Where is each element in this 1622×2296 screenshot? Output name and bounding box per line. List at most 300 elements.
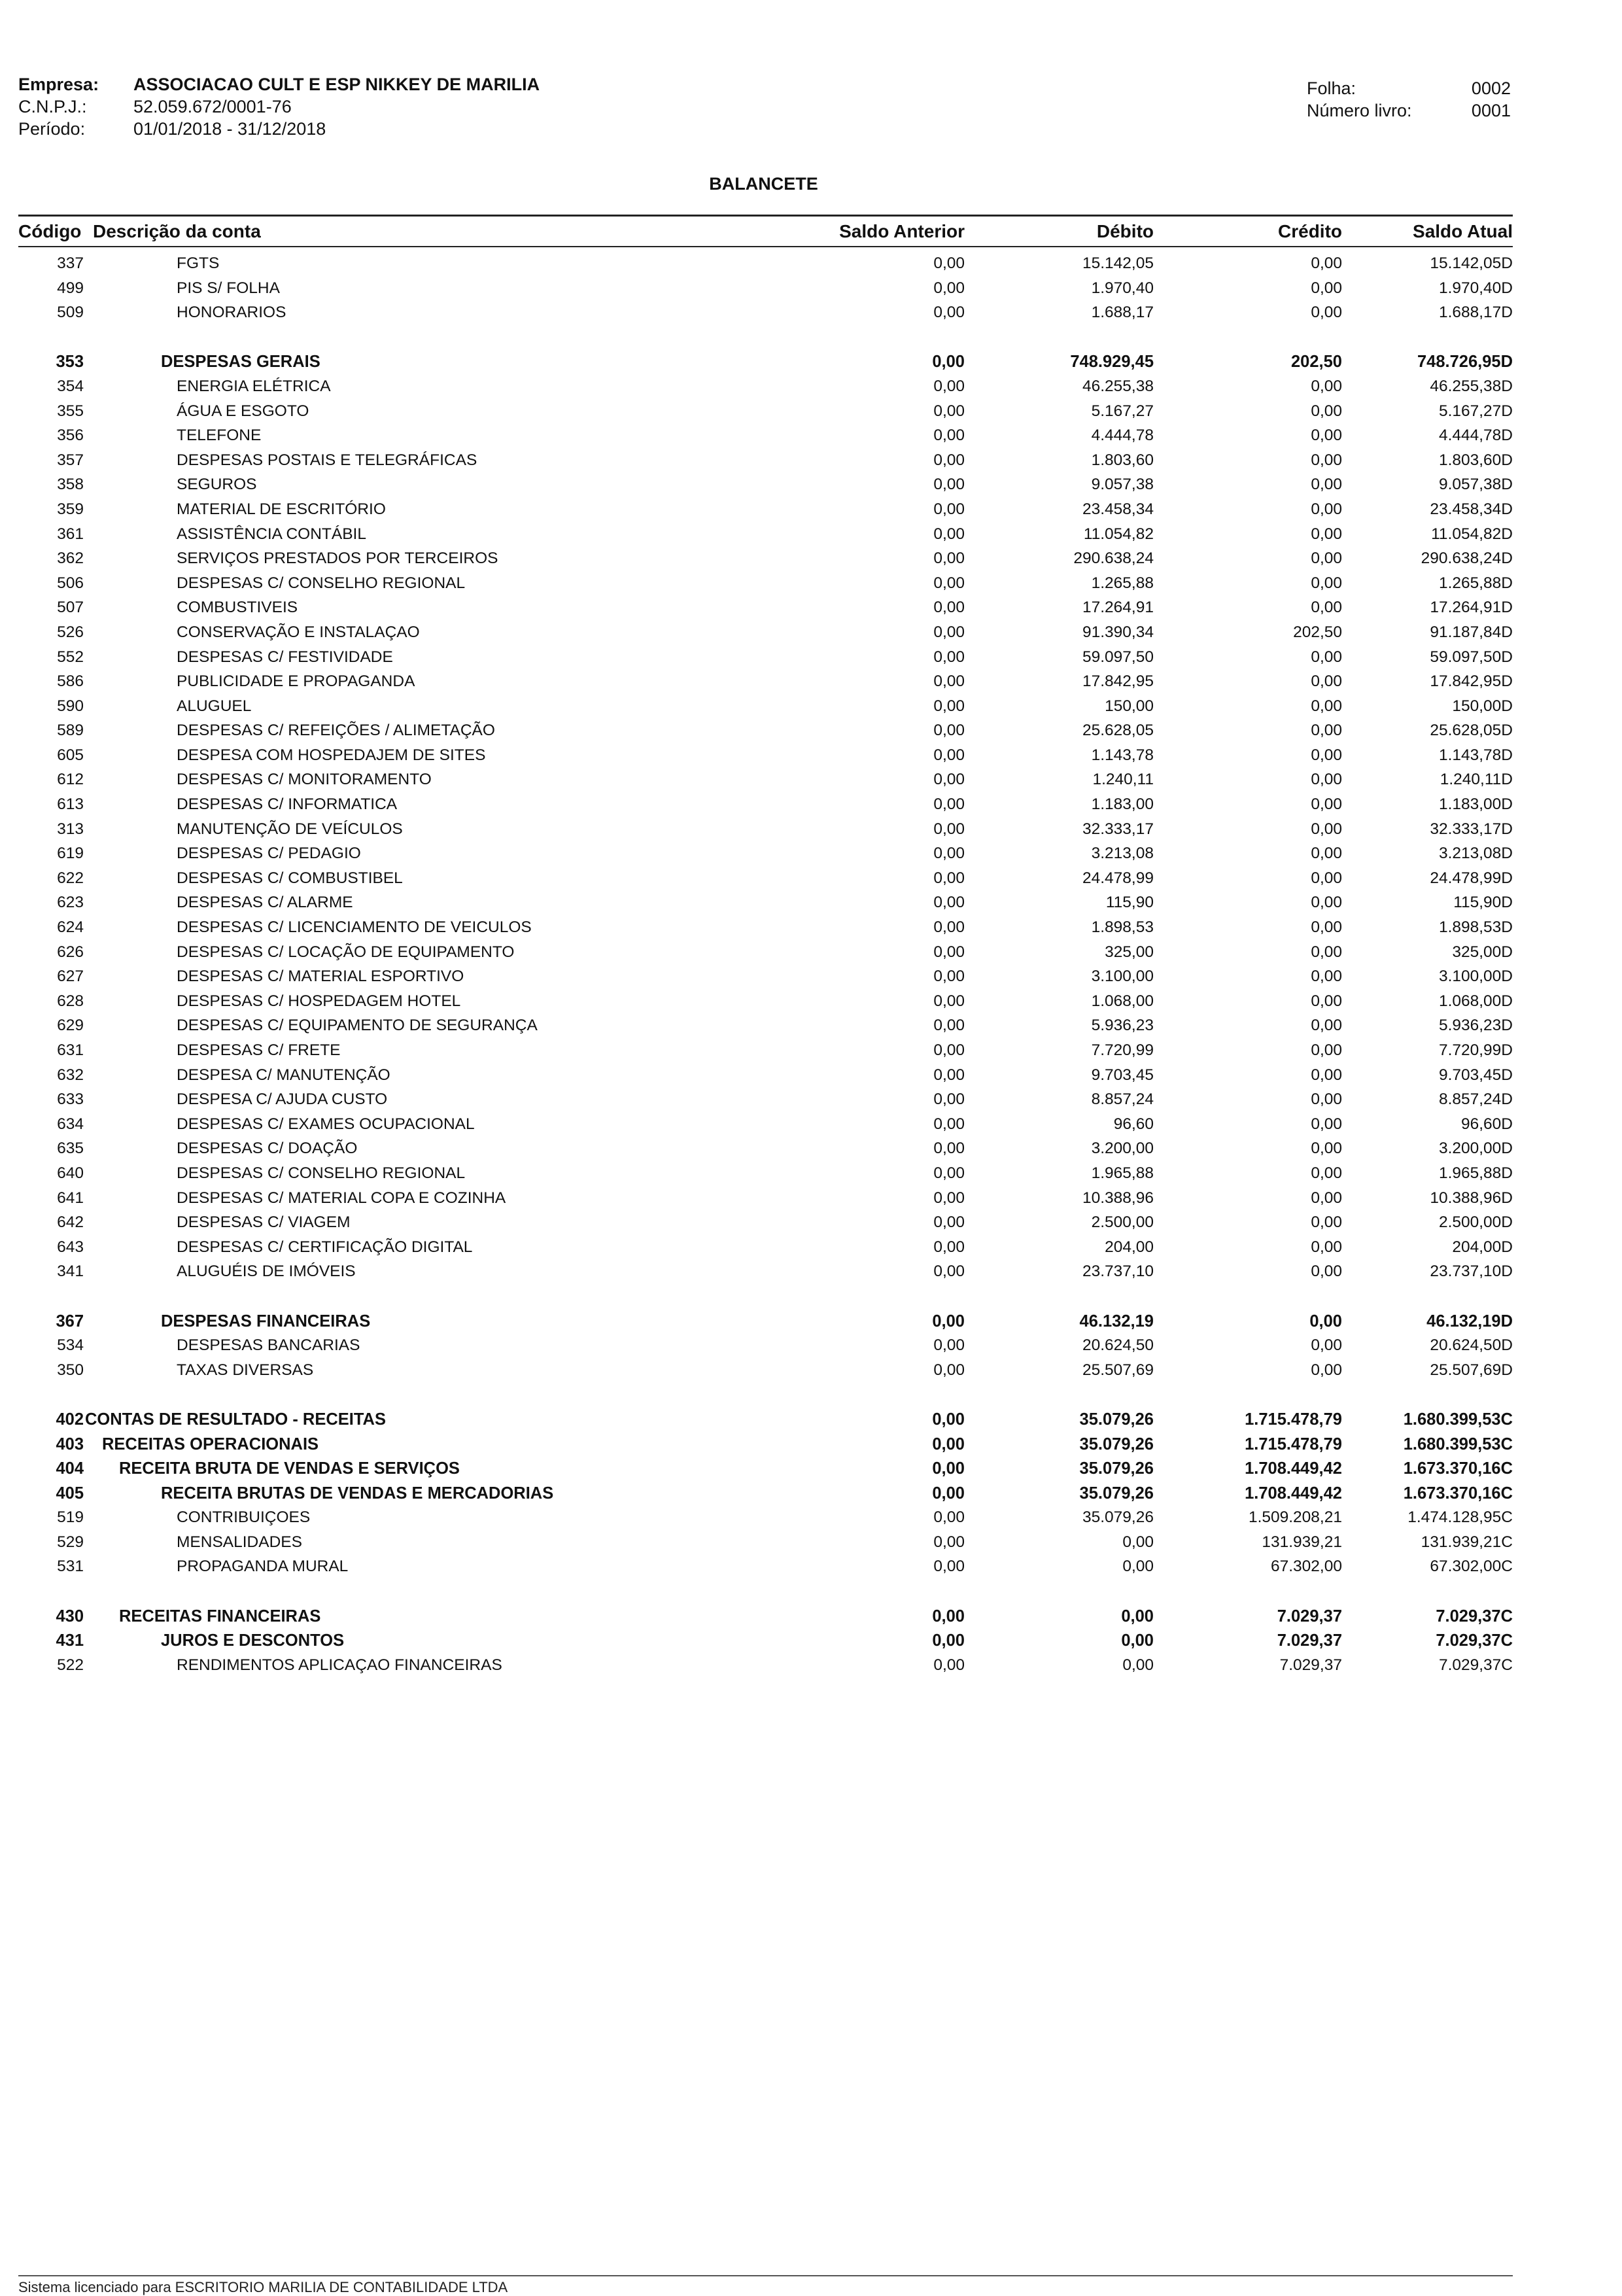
- saldo-atual-cell: 204,00D: [1452, 1238, 1513, 1256]
- saldo-anterior-cell: 0,00: [933, 1115, 965, 1133]
- account-code: 341: [57, 1262, 84, 1281]
- saldo-atual-cell: 7.029,37C: [1436, 1607, 1513, 1626]
- saldo-anterior-cell: 0,00: [933, 894, 965, 912]
- account-description: DESPESAS C/ FESTIVIDADE: [177, 648, 393, 666]
- table-row: [18, 423, 1513, 447]
- saldo-anterior-cell: 0,00: [932, 1607, 965, 1626]
- debito-cell: 24.478,99: [1082, 869, 1154, 887]
- table-row: [18, 669, 1513, 693]
- table-row: [18, 1480, 1513, 1505]
- table-row: [18, 1332, 1513, 1357]
- debito-cell: 0,00: [1122, 1656, 1154, 1674]
- account-description: ASSISTÊNCIA CONTÁBIL: [177, 525, 366, 543]
- saldo-anterior-cell: 0,00: [933, 574, 965, 592]
- saldo-atual-cell: 11.054,82D: [1431, 525, 1513, 543]
- col-credito: Crédito: [1278, 221, 1342, 241]
- saldo-atual-cell: 3.200,00D: [1438, 1139, 1513, 1158]
- credito-cell: 131.939,21: [1262, 1533, 1342, 1551]
- account-description: DESPESAS C/ EXAMES OCUPACIONAL: [177, 1115, 475, 1133]
- saldo-anterior-cell: 0,00: [933, 771, 965, 789]
- table-row: [18, 1037, 1513, 1062]
- account-code: 613: [57, 795, 84, 814]
- account-code: 355: [57, 402, 84, 420]
- account-description: DESPESAS BANCARIAS: [177, 1336, 360, 1355]
- debito-cell: 115,90: [1105, 894, 1154, 912]
- account-code: 361: [57, 525, 84, 543]
- credito-cell: 0,00: [1311, 1336, 1342, 1355]
- account-description: DESPESAS C/ COMBUSTIBEL: [177, 869, 403, 887]
- saldo-atual-cell: 5.167,27D: [1438, 402, 1513, 420]
- saldo-anterior-cell: 0,00: [933, 279, 965, 297]
- table-row: [18, 1259, 1513, 1283]
- folha-label: Folha:: [1307, 78, 1356, 98]
- account-code: 403: [56, 1435, 84, 1453]
- saldo-atual-cell: 32.333,17D: [1430, 820, 1513, 838]
- saldo-atual-cell: 290.638,24D: [1421, 549, 1513, 568]
- credito-cell: 0,00: [1311, 1041, 1342, 1059]
- account-code: 631: [57, 1041, 84, 1059]
- table-row: [18, 1505, 1513, 1529]
- account-description: DESPESAS C/ MATERIAL ESPORTIVO: [177, 967, 464, 986]
- credito-cell: 1.708.449,42: [1245, 1484, 1342, 1503]
- account-description: DESPESAS C/ VIAGEM: [177, 1213, 351, 1232]
- table-row: [18, 1013, 1513, 1037]
- account-code: 359: [57, 500, 84, 518]
- debito-cell: 5.167,27: [1091, 402, 1154, 420]
- saldo-anterior-cell: 0,00: [933, 918, 965, 937]
- account-code: 641: [57, 1189, 84, 1207]
- account-code: 404: [56, 1459, 84, 1478]
- saldo-atual-cell: 67.302,00C: [1430, 1557, 1513, 1576]
- credito-cell: 67.302,00: [1271, 1557, 1342, 1576]
- saldo-anterior-cell: 0,00: [933, 426, 965, 445]
- debito-cell: 3.100,00: [1091, 967, 1154, 986]
- saldo-anterior-cell: 0,00: [933, 254, 965, 272]
- account-code: 640: [57, 1164, 84, 1182]
- saldo-anterior-cell: 0,00: [933, 722, 965, 740]
- debito-cell: 20.624,50: [1082, 1336, 1154, 1355]
- account-description: JUROS E DESCONTOS: [161, 1631, 345, 1650]
- account-description: DESPESAS C/ INFORMATICA: [177, 795, 398, 814]
- account-code: 506: [57, 574, 84, 592]
- credito-cell: 0,00: [1311, 451, 1342, 469]
- saldo-atual-cell: 46.255,38D: [1430, 377, 1513, 395]
- table-row: [18, 718, 1513, 742]
- account-code: 313: [57, 820, 84, 838]
- header-divider: [18, 246, 1513, 247]
- credito-cell: 0,00: [1311, 1189, 1342, 1207]
- debito-cell: 35.079,26: [1079, 1459, 1154, 1478]
- saldo-atual-cell: 1.680.399,53C: [1403, 1435, 1513, 1453]
- account-description: COMBUSTIVEIS: [177, 599, 298, 617]
- table-row: [18, 1308, 1513, 1333]
- credito-cell: 0,00: [1311, 254, 1342, 272]
- saldo-atual-cell: 1.474.128,95C: [1407, 1508, 1513, 1527]
- table-row: [18, 521, 1513, 546]
- account-code: 590: [57, 697, 84, 715]
- col-codigo: Código: [18, 221, 82, 241]
- credito-cell: 0,00: [1311, 574, 1342, 592]
- account-code: 350: [57, 1361, 84, 1379]
- debito-cell: 1.688,17: [1091, 304, 1154, 322]
- debito-cell: 150,00: [1105, 697, 1154, 715]
- saldo-atual-cell: 325,00D: [1452, 943, 1513, 961]
- footer-divider: [18, 2275, 1513, 2276]
- saldo-anterior-cell: 0,00: [932, 1484, 965, 1503]
- table-row: [18, 1603, 1513, 1628]
- account-description: SERVIÇOS PRESTADOS POR TERCEIROS: [177, 549, 498, 568]
- saldo-anterior-cell: 0,00: [933, 648, 965, 666]
- account-code: 552: [57, 648, 84, 666]
- table-row: [18, 570, 1513, 595]
- document-title: BALANCETE: [709, 174, 818, 194]
- saldo-atual-cell: 1.965,88D: [1438, 1164, 1513, 1182]
- table-row: [18, 374, 1513, 398]
- column-header: [18, 218, 1513, 245]
- debito-cell: 0,00: [1121, 1607, 1154, 1626]
- credito-cell: 1.715.478,79: [1245, 1410, 1342, 1429]
- account-description: DESPESAS C/ DOAÇÃO: [177, 1139, 358, 1158]
- account-code: 643: [57, 1238, 84, 1256]
- credito-cell: 0,00: [1311, 1361, 1342, 1379]
- account-code: 642: [57, 1213, 84, 1232]
- account-description: DESPESAS C/ CERTIFICAÇÃO DIGITAL: [177, 1238, 473, 1256]
- account-code: 358: [57, 476, 84, 494]
- debito-cell: 1.183,00: [1091, 795, 1154, 814]
- saldo-anterior-cell: 0,00: [933, 1361, 965, 1379]
- company-info: [18, 73, 540, 140]
- saldo-anterior-cell: 0,00: [933, 304, 965, 322]
- debito-cell: 290.638,24: [1073, 549, 1154, 568]
- saldo-atual-cell: 1.673.370,16C: [1403, 1459, 1513, 1478]
- table-row: [18, 398, 1513, 423]
- table-row: [18, 791, 1513, 816]
- table-row: [18, 816, 1513, 841]
- saldo-atual-cell: 1.680.399,53C: [1403, 1410, 1513, 1429]
- debito-cell: 0,00: [1121, 1631, 1154, 1650]
- account-description: ALUGUÉIS DE IMÓVEIS: [177, 1262, 356, 1281]
- debito-cell: 7.720,99: [1091, 1041, 1154, 1059]
- table-row: [18, 865, 1513, 890]
- debito-cell: 35.079,26: [1079, 1484, 1154, 1503]
- account-description: DESPESAS C/ EQUIPAMENTO DE SEGURANÇA: [177, 1017, 538, 1035]
- table-row: [18, 767, 1513, 791]
- saldo-anterior-cell: 0,00: [933, 1164, 965, 1182]
- account-description: CONSERVAÇÃO E INSTALAÇAO: [177, 623, 420, 641]
- saldo-atual-cell: 7.029,37C: [1438, 1656, 1513, 1674]
- saldo-anterior-cell: 0,00: [933, 1213, 965, 1232]
- saldo-atual-cell: 23.458,34D: [1430, 500, 1513, 518]
- debito-cell: 1.803,60: [1091, 451, 1154, 469]
- saldo-anterior-cell: 0,00: [933, 795, 965, 814]
- account-code: 529: [57, 1533, 84, 1551]
- debito-cell: 9.057,38: [1091, 476, 1154, 494]
- period-row: [18, 118, 540, 140]
- credito-cell: 1.509.208,21: [1248, 1508, 1342, 1527]
- account-description: DESPESAS C/ MONITORAMENTO: [177, 771, 432, 789]
- period-label: Período:: [18, 119, 86, 139]
- debito-cell: 748.929,45: [1070, 353, 1154, 372]
- table-row: [18, 644, 1513, 669]
- account-code: 624: [57, 918, 84, 937]
- spacer-row: [18, 1578, 1513, 1603]
- credito-cell: 0,00: [1311, 771, 1342, 789]
- saldo-atual-cell: 4.444,78D: [1438, 426, 1513, 445]
- debito-cell: 3.200,00: [1091, 1139, 1154, 1158]
- debito-cell: 23.458,34: [1082, 500, 1154, 518]
- credito-cell: 0,00: [1311, 894, 1342, 912]
- table-row: [18, 1111, 1513, 1136]
- account-description: ALUGUEL: [177, 697, 252, 715]
- table-row: [18, 988, 1513, 1013]
- debito-cell: 325,00: [1105, 943, 1154, 961]
- credito-cell: 0,00: [1311, 820, 1342, 838]
- account-code: 362: [57, 549, 84, 568]
- debito-cell: 96,60: [1113, 1115, 1154, 1133]
- table-row: [18, 1627, 1513, 1652]
- account-description: DESPESAS FINANCEIRAS: [161, 1312, 371, 1331]
- table-row: [18, 1185, 1513, 1210]
- saldo-anterior-cell: 0,00: [933, 549, 965, 568]
- table-row: [18, 1529, 1513, 1554]
- saldo-anterior-cell: 0,00: [933, 377, 965, 395]
- saldo-anterior-cell: 0,00: [933, 992, 965, 1010]
- account-code: 507: [57, 599, 84, 617]
- table-row: [18, 964, 1513, 988]
- saldo-anterior-cell: 0,00: [933, 1041, 965, 1059]
- credito-cell: 0,00: [1311, 992, 1342, 1010]
- table-row: [18, 496, 1513, 521]
- account-description: DESPESAS C/ HOSPEDAGEM HOTEL: [177, 992, 461, 1010]
- saldo-atual-cell: 1.068,00D: [1438, 992, 1513, 1010]
- table-row: [18, 841, 1513, 865]
- debito-cell: 0,00: [1122, 1533, 1154, 1551]
- credito-cell: 1.708.449,42: [1245, 1459, 1342, 1478]
- table-row: [18, 1431, 1513, 1456]
- saldo-atual-cell: 91.187,84D: [1430, 623, 1513, 641]
- debito-cell: 91.390,34: [1082, 623, 1154, 641]
- saldo-atual-cell: 748.726,95D: [1417, 353, 1513, 372]
- spacer-row: [18, 1283, 1513, 1308]
- credito-cell: 0,00: [1311, 697, 1342, 715]
- account-description: PROPAGANDA MURAL: [177, 1557, 349, 1576]
- account-description: DESPESAS C/ CONSELHO REGIONAL: [177, 1164, 466, 1182]
- saldo-atual-cell: 115,90D: [1453, 894, 1513, 912]
- account-code: 635: [57, 1139, 84, 1158]
- debito-cell: 9.703,45: [1091, 1066, 1154, 1084]
- debito-cell: 46.132,19: [1079, 1312, 1154, 1331]
- saldo-atual-cell: 25.628,05D: [1430, 722, 1513, 740]
- saldo-atual-cell: 1.143,78D: [1438, 746, 1513, 764]
- debito-cell: 35.079,26: [1082, 1508, 1154, 1527]
- credito-cell: 0,00: [1311, 1090, 1342, 1109]
- table-row: [18, 546, 1513, 570]
- livro-value: 0001: [1471, 101, 1511, 120]
- account-description: DESPESAS C/ MATERIAL COPA E COZINHA: [177, 1189, 506, 1207]
- account-code: 519: [57, 1508, 84, 1527]
- table-row: [18, 300, 1513, 324]
- credito-cell: 0,00: [1311, 476, 1342, 494]
- credito-cell: 0,00: [1311, 1213, 1342, 1232]
- account-description: SEGUROS: [177, 476, 257, 494]
- table-row: [18, 1455, 1513, 1480]
- spacer-row: [18, 1382, 1513, 1406]
- saldo-atual-cell: 2.500,00D: [1438, 1213, 1513, 1232]
- debito-cell: 1.898,53: [1091, 918, 1154, 937]
- credito-cell: 0,00: [1311, 304, 1342, 322]
- account-description: DESPESAS C/ LOCAÇÃO DE EQUIPAMENTO: [177, 943, 515, 961]
- account-code: 589: [57, 722, 84, 740]
- account-code: 628: [57, 992, 84, 1010]
- account-code: 627: [57, 967, 84, 986]
- account-description: FGTS: [177, 254, 220, 272]
- account-code: 405: [56, 1484, 84, 1503]
- debito-cell: 0,00: [1122, 1557, 1154, 1576]
- account-description: ÁGUA E ESGOTO: [177, 402, 309, 420]
- cnpj-row: [18, 96, 540, 118]
- saldo-atual-cell: 17.842,95D: [1430, 672, 1513, 691]
- saldo-anterior-cell: 0,00: [933, 525, 965, 543]
- table-row: [18, 1087, 1513, 1111]
- col-saldo-atual: Saldo Atual: [1413, 221, 1513, 241]
- account-description: ENERGIA ELÉTRICA: [177, 377, 331, 395]
- debito-cell: 1.240,11: [1092, 771, 1154, 789]
- saldo-atual-cell: 8.857,24D: [1438, 1090, 1513, 1109]
- saldo-atual-cell: 46.132,19D: [1426, 1312, 1513, 1331]
- debito-cell: 5.936,23: [1091, 1017, 1154, 1035]
- debito-cell: 10.388,96: [1082, 1189, 1154, 1207]
- credito-cell: 0,00: [1311, 1238, 1342, 1256]
- credito-cell: 0,00: [1311, 943, 1342, 961]
- saldo-anterior-cell: 0,00: [933, 1090, 965, 1109]
- saldo-atual-cell: 1.673.370,16C: [1403, 1484, 1513, 1503]
- account-code: 622: [57, 869, 84, 887]
- account-description: TAXAS DIVERSAS: [177, 1361, 314, 1379]
- saldo-anterior-cell: 0,00: [932, 1459, 965, 1478]
- credito-cell: 0,00: [1311, 918, 1342, 937]
- saldo-atual-cell: 9.057,38D: [1438, 476, 1513, 494]
- account-code: 632: [57, 1066, 84, 1084]
- account-code: 431: [56, 1631, 84, 1650]
- credito-cell: 7.029,37: [1279, 1656, 1342, 1674]
- spacer-row: [18, 324, 1513, 349]
- account-description: CONTAS DE RESULTADO - RECEITAS: [85, 1410, 386, 1429]
- credito-cell: 0,00: [1311, 648, 1342, 666]
- credito-cell: 0,00: [1311, 672, 1342, 691]
- period-value: 01/01/2018 - 31/12/2018: [133, 119, 326, 139]
- credito-cell: 0,00: [1311, 869, 1342, 887]
- livro-label: Número livro:: [1307, 101, 1412, 120]
- saldo-anterior-cell: 0,00: [933, 1139, 965, 1158]
- saldo-anterior-cell: 0,00: [933, 697, 965, 715]
- credito-cell: 202,50: [1293, 623, 1342, 641]
- account-code: 509: [57, 304, 84, 322]
- account-description: RECEITAS FINANCEIRAS: [119, 1607, 321, 1626]
- credito-cell: 0,00: [1311, 1164, 1342, 1182]
- account-code: 402: [56, 1410, 84, 1429]
- credito-cell: 0,00: [1311, 1115, 1342, 1133]
- livro-row: [1307, 99, 1511, 122]
- debito-cell: 1.143,78: [1091, 746, 1154, 764]
- account-description: DESPESA C/ AJUDA CUSTO: [177, 1090, 388, 1109]
- debito-cell: 25.628,05: [1082, 722, 1154, 740]
- credito-cell: 0,00: [1311, 967, 1342, 986]
- saldo-anterior-cell: 0,00: [933, 500, 965, 518]
- saldo-anterior-cell: 0,00: [933, 1017, 965, 1035]
- debito-cell: 17.842,95: [1082, 672, 1154, 691]
- debito-cell: 35.079,26: [1079, 1435, 1154, 1453]
- account-code: 626: [57, 943, 84, 961]
- table-row: [18, 742, 1513, 767]
- credito-cell: 0,00: [1311, 500, 1342, 518]
- saldo-atual-cell: 1.970,40D: [1438, 279, 1513, 297]
- credito-cell: 0,00: [1311, 1066, 1342, 1084]
- debito-cell: 15.142,05: [1082, 254, 1154, 272]
- saldo-anterior-cell: 0,00: [933, 844, 965, 863]
- saldo-atual-cell: 1.688,17D: [1438, 304, 1513, 322]
- account-description: DESPESAS C/ CONSELHO REGIONAL: [177, 574, 466, 592]
- saldo-anterior-cell: 0,00: [933, 1066, 965, 1084]
- footer-note: Sistema licenciado para ESCRITORIO MARILIA DE CONTABILIDADE LTDA: [18, 2279, 508, 2295]
- account-table: [18, 251, 1513, 1677]
- saldo-atual-cell: 1.265,88D: [1438, 574, 1513, 592]
- account-description: MENSALIDADES: [177, 1533, 302, 1551]
- account-description: RENDIMENTOS APLICAÇAO FINANCEIRAS: [177, 1656, 502, 1674]
- saldo-anterior-cell: 0,00: [933, 402, 965, 420]
- account-code: 430: [56, 1607, 84, 1626]
- table-row: [18, 890, 1513, 914]
- account-description: RECEITA BRUTAS DE VENDAS E MERCADORIAS: [161, 1484, 554, 1503]
- table-row: [18, 1136, 1513, 1160]
- credito-cell: 0,00: [1311, 599, 1342, 617]
- debito-cell: 3.213,08: [1091, 844, 1154, 863]
- saldo-atual-cell: 7.720,99D: [1438, 1041, 1513, 1059]
- table-row: [18, 1652, 1513, 1677]
- account-description: MANUTENÇÃO DE VEÍCULOS: [177, 820, 403, 838]
- table-row: [18, 939, 1513, 964]
- table-row: [18, 1209, 1513, 1234]
- debito-cell: 1.965,88: [1091, 1164, 1154, 1182]
- account-code: 612: [57, 771, 84, 789]
- saldo-anterior-cell: 0,00: [932, 1435, 965, 1453]
- account-description: DESPESAS C/ PEDAGIO: [177, 844, 361, 863]
- saldo-atual-cell: 17.264,91D: [1430, 599, 1513, 617]
- account-description: TELEFONE: [177, 426, 262, 445]
- account-code: 526: [57, 623, 84, 641]
- credito-cell: 0,00: [1311, 525, 1342, 543]
- saldo-atual-cell: 3.100,00D: [1438, 967, 1513, 986]
- saldo-atual-cell: 1.240,11D: [1440, 771, 1513, 789]
- saldo-anterior-cell: 0,00: [933, 672, 965, 691]
- debito-cell: 1.265,88: [1091, 574, 1154, 592]
- account-code: 357: [57, 451, 84, 469]
- debito-cell: 8.857,24: [1091, 1090, 1154, 1109]
- account-description: DESPESAS C/ LICENCIAMENTO DE VEICULOS: [177, 918, 532, 937]
- saldo-atual-cell: 9.703,45D: [1438, 1066, 1513, 1084]
- debito-cell: 1.970,40: [1091, 279, 1154, 297]
- credito-cell: 0,00: [1311, 377, 1342, 395]
- saldo-atual-cell: 25.507,69D: [1430, 1361, 1513, 1379]
- saldo-atual-cell: 7.029,37C: [1436, 1631, 1513, 1650]
- account-description: HONORARIOS: [177, 304, 286, 322]
- debito-cell: 4.444,78: [1091, 426, 1154, 445]
- saldo-anterior-cell: 0,00: [932, 1410, 965, 1429]
- saldo-anterior-cell: 0,00: [933, 1656, 965, 1674]
- saldo-atual-cell: 24.478,99D: [1430, 869, 1513, 887]
- saldo-anterior-cell: 0,00: [932, 1631, 965, 1650]
- saldo-atual-cell: 15.142,05D: [1430, 254, 1513, 272]
- account-code: 623: [57, 894, 84, 912]
